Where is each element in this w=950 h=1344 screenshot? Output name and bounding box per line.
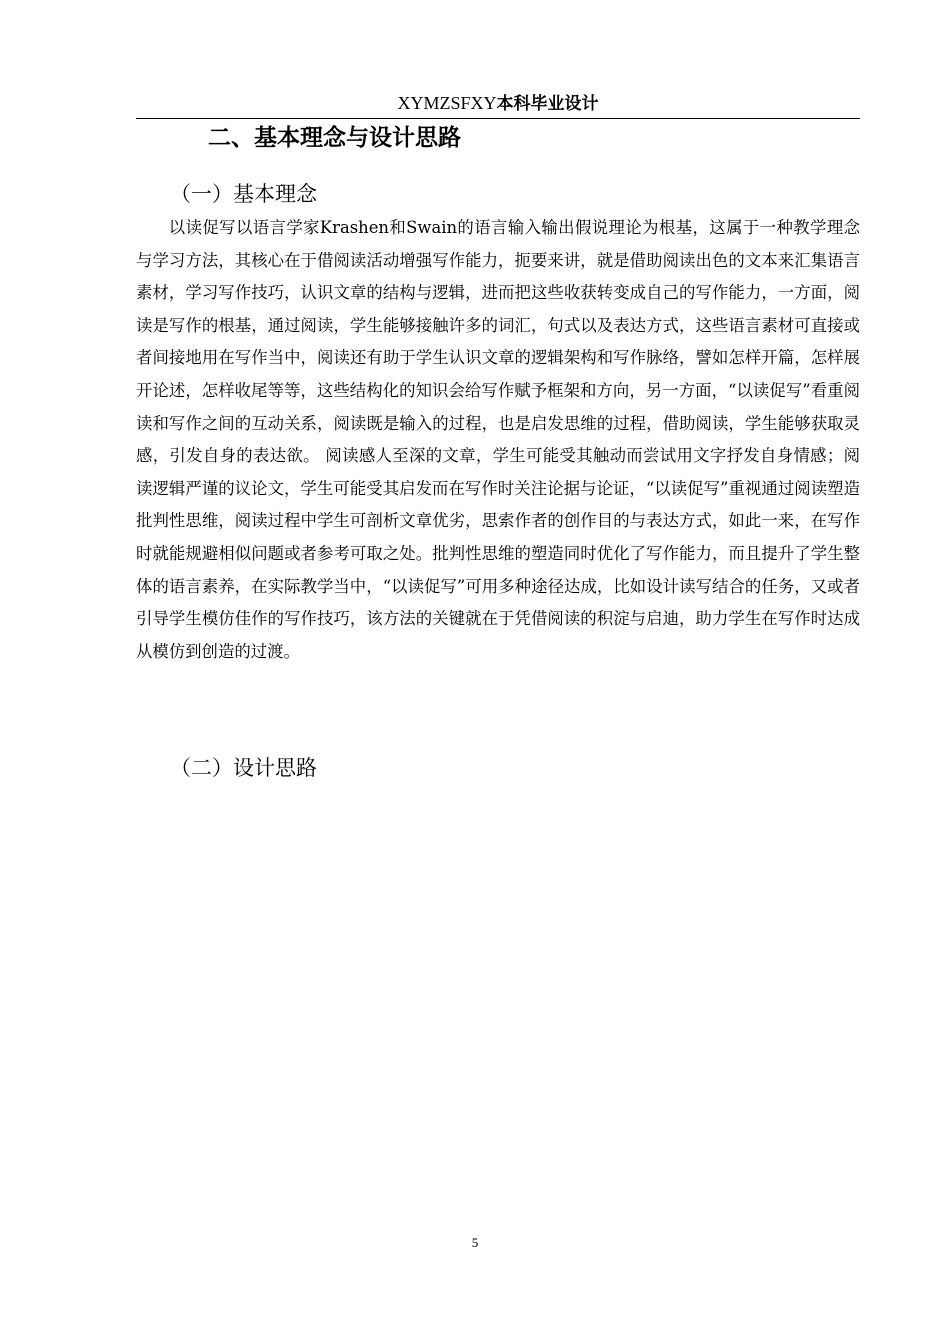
page-header: [136, 88, 860, 119]
body-paragraph: 以读促写以语言学家Krashen和Swain的语言输入输出假说理论为根基，这属于一种教学理念与学习方法，其核心在于借阅读活动增强写作能力，扼要来讲，就是借助阅读出色的文本来汇集语言素材，学习写作技巧，认识文章的结构与逻辑，进而把这些收获转变成自己的写作能力，一方面，阅读是写作的根基，通过阅读，学生能够接触许多的词汇，句式以及表达方式，这些语言素材可直接或者间接地用在写作当中，阅读还有助于学生认识文章的逻辑架构和写作脉络，譬如怎样开篇，怎样展开论述，怎样收尾等等，这些结构化的知识会给写作赋予框架和方向，另一方面，“以读促写”看重阅读和写作之间的互动关系，阅读既是输入的过程，也是启发思维的过程，借助阅读，学生能够获取灵感，引发自身的表达欲。 阅读感人至深的文章，学生可能受其触动而尝试用文字抒发自身情感；阅读逻辑严谨的议论文，学生可能受其启发而在写作时关注论据与论证，“以读促写”重视通过阅读塑造批判性思维，阅读过程中学生可剖析文章优劣，思索作者的创作目的与表达方式，如此一来，在写作时就能规避相似问题或者参考可取之处。批判性思维的塑造同时优化了写作能力，而且提升了学生整体的语言素养，在实际教学当中，“以读促写”可用多种途径达成，比如设计读写结合的任务，又或者引导学生模仿佳作的写作技巧，该方法的关键就在于凭借阅读的积淀与启迪，助力学生在写作时达成从模仿到创造的过渡。: [136, 218, 860, 661]
section-title-basic-concept: （一）基本理念: [170, 182, 317, 206]
header-code: XYMZSFXY: [397, 93, 497, 113]
header-title: 本科毕业设计: [496, 94, 599, 114]
chapter-title: 二、基本理念与设计思路: [208, 125, 461, 151]
section-title-design-idea: （二）设计思路: [170, 756, 317, 780]
page-number: 5: [471, 1235, 479, 1250]
